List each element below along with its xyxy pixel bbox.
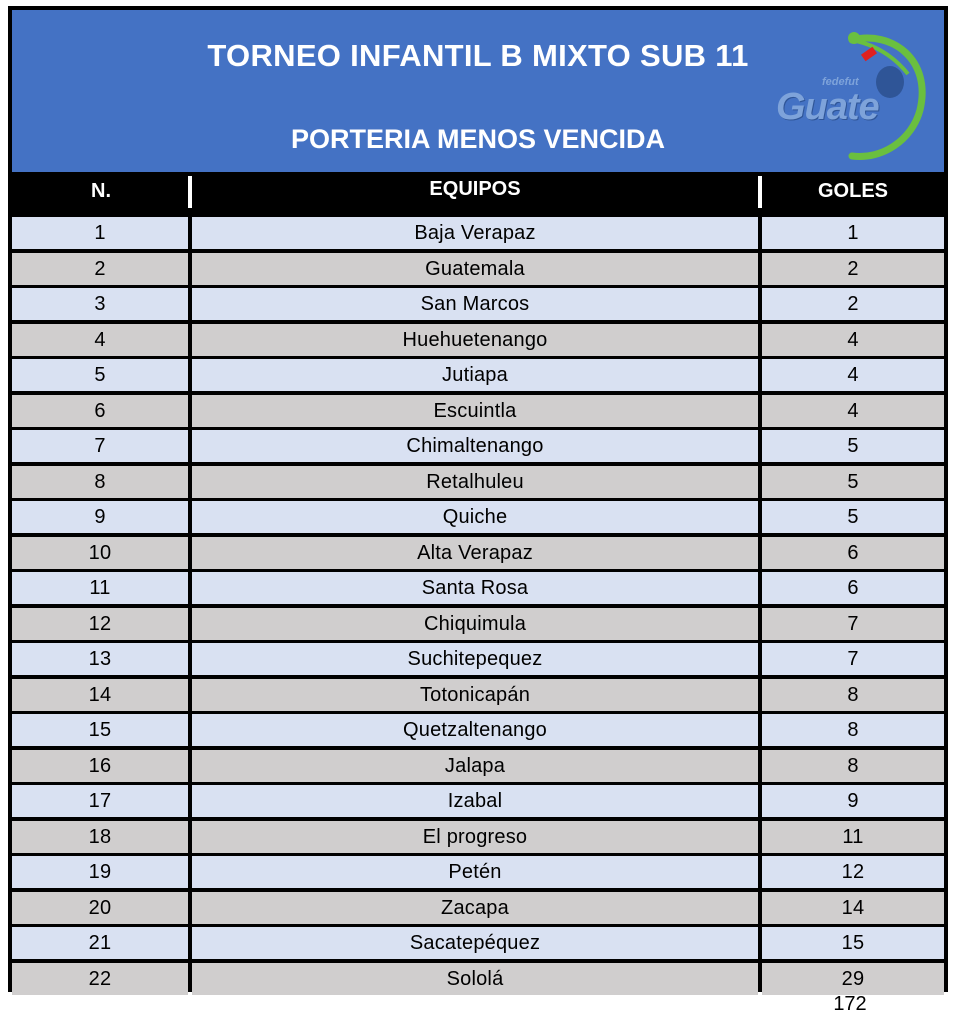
table-row — [12, 820, 944, 856]
table-row — [12, 252, 944, 288]
row-goals: 4 — [762, 324, 944, 356]
row-number: 7 — [12, 430, 188, 462]
row-number: 21 — [12, 927, 188, 959]
table-row — [12, 607, 944, 643]
row-goals: 2 — [762, 288, 944, 320]
row-goals: 12 — [762, 856, 944, 888]
row-goals: 2 — [762, 253, 944, 285]
row-goals: 6 — [762, 572, 944, 604]
row-goals: 8 — [762, 750, 944, 782]
row-team: Guatemala — [192, 253, 758, 285]
row-team: Totonicapán — [192, 679, 758, 711]
table-row — [12, 678, 944, 714]
row-goals: 1 — [762, 217, 944, 249]
row-number: 8 — [12, 466, 188, 498]
table-row — [12, 642, 944, 678]
row-team: Escuintla — [192, 395, 758, 427]
table-row — [12, 323, 944, 359]
standings-table — [8, 6, 948, 992]
row-goals: 15 — [762, 927, 944, 959]
goals-total: 172 — [833, 993, 867, 1015]
row-goals: 29 — [762, 963, 944, 995]
row-team: Jalapa — [192, 750, 758, 782]
table-row — [12, 394, 944, 430]
row-goals: 8 — [762, 714, 944, 746]
row-goals: 7 — [762, 608, 944, 640]
table-row — [12, 962, 944, 998]
column-header-goals: GOLES — [817, 180, 888, 202]
row-number: 18 — [12, 821, 188, 853]
table-row — [12, 784, 944, 820]
table-row — [12, 926, 944, 962]
row-team: El progreso — [192, 821, 758, 853]
row-number: 16 — [12, 750, 188, 782]
logo-small-text: fedefut — [822, 76, 859, 88]
page-subtitle: PORTERIA MENOS VENCIDA — [290, 124, 666, 154]
row-team: Petén — [192, 856, 758, 888]
row-team: Zacapa — [192, 892, 758, 924]
row-team: Sololá — [192, 963, 758, 995]
row-team: Chiquimula — [192, 608, 758, 640]
table-row — [12, 855, 944, 891]
row-number: 17 — [12, 785, 188, 817]
table-row — [12, 358, 944, 394]
row-team: Retalhuleu — [192, 466, 758, 498]
row-team: Izabal — [192, 785, 758, 817]
row-team: Alta Verapaz — [192, 537, 758, 569]
row-goals: 8 — [762, 679, 944, 711]
row-team: Suchitepequez — [192, 643, 758, 675]
table-header — [12, 10, 944, 172]
table-row — [12, 287, 944, 323]
table-row — [12, 500, 944, 536]
row-goals: 5 — [762, 501, 944, 533]
row-number: 5 — [12, 359, 188, 391]
table-row — [12, 571, 944, 607]
row-number: 15 — [12, 714, 188, 746]
table-row — [12, 216, 944, 252]
row-team: Jutiapa — [192, 359, 758, 391]
row-number: 4 — [12, 324, 188, 356]
row-goals: 4 — [762, 395, 944, 427]
table-row — [12, 465, 944, 501]
row-number: 9 — [12, 501, 188, 533]
row-goals: 5 — [762, 466, 944, 498]
row-goals: 14 — [762, 892, 944, 924]
row-goals: 9 — [762, 785, 944, 817]
row-goals: 5 — [762, 430, 944, 462]
row-team: Quetzaltenango — [192, 714, 758, 746]
row-team: Sacatepéquez — [192, 927, 758, 959]
row-goals: 11 — [762, 821, 944, 853]
table-row — [12, 429, 944, 465]
column-header-team: EQUIPOS — [429, 178, 521, 200]
row-number: 6 — [12, 395, 188, 427]
row-number: 3 — [12, 288, 188, 320]
row-number: 19 — [12, 856, 188, 888]
row-goals: 4 — [762, 359, 944, 391]
row-number: 12 — [12, 608, 188, 640]
row-number: 13 — [12, 643, 188, 675]
row-number: 22 — [12, 963, 188, 995]
table-row — [12, 749, 944, 785]
row-team: Quiche — [192, 501, 758, 533]
row-number: 14 — [12, 679, 188, 711]
row-number: 11 — [12, 572, 188, 604]
table-row — [12, 713, 944, 749]
column-header-number: N. — [91, 180, 111, 202]
table-row — [12, 891, 944, 927]
row-goals: 6 — [762, 537, 944, 569]
row-team: San Marcos — [192, 288, 758, 320]
column-headers — [12, 172, 944, 216]
row-team: Baja Verapaz — [192, 217, 758, 249]
fedefut-logo — [772, 20, 942, 168]
row-goals: 7 — [762, 643, 944, 675]
page-title: TORNEO INFANTIL B MIXTO SUB 11 — [207, 38, 749, 73]
row-number: 2 — [12, 253, 188, 285]
logo-word: Guate — [776, 86, 879, 128]
row-number: 10 — [12, 537, 188, 569]
row-team: Huehuetenango — [192, 324, 758, 356]
row-number: 20 — [12, 892, 188, 924]
row-number: 1 — [12, 217, 188, 249]
row-team: Chimaltenango — [192, 430, 758, 462]
row-team: Santa Rosa — [192, 572, 758, 604]
table-row — [12, 536, 944, 572]
